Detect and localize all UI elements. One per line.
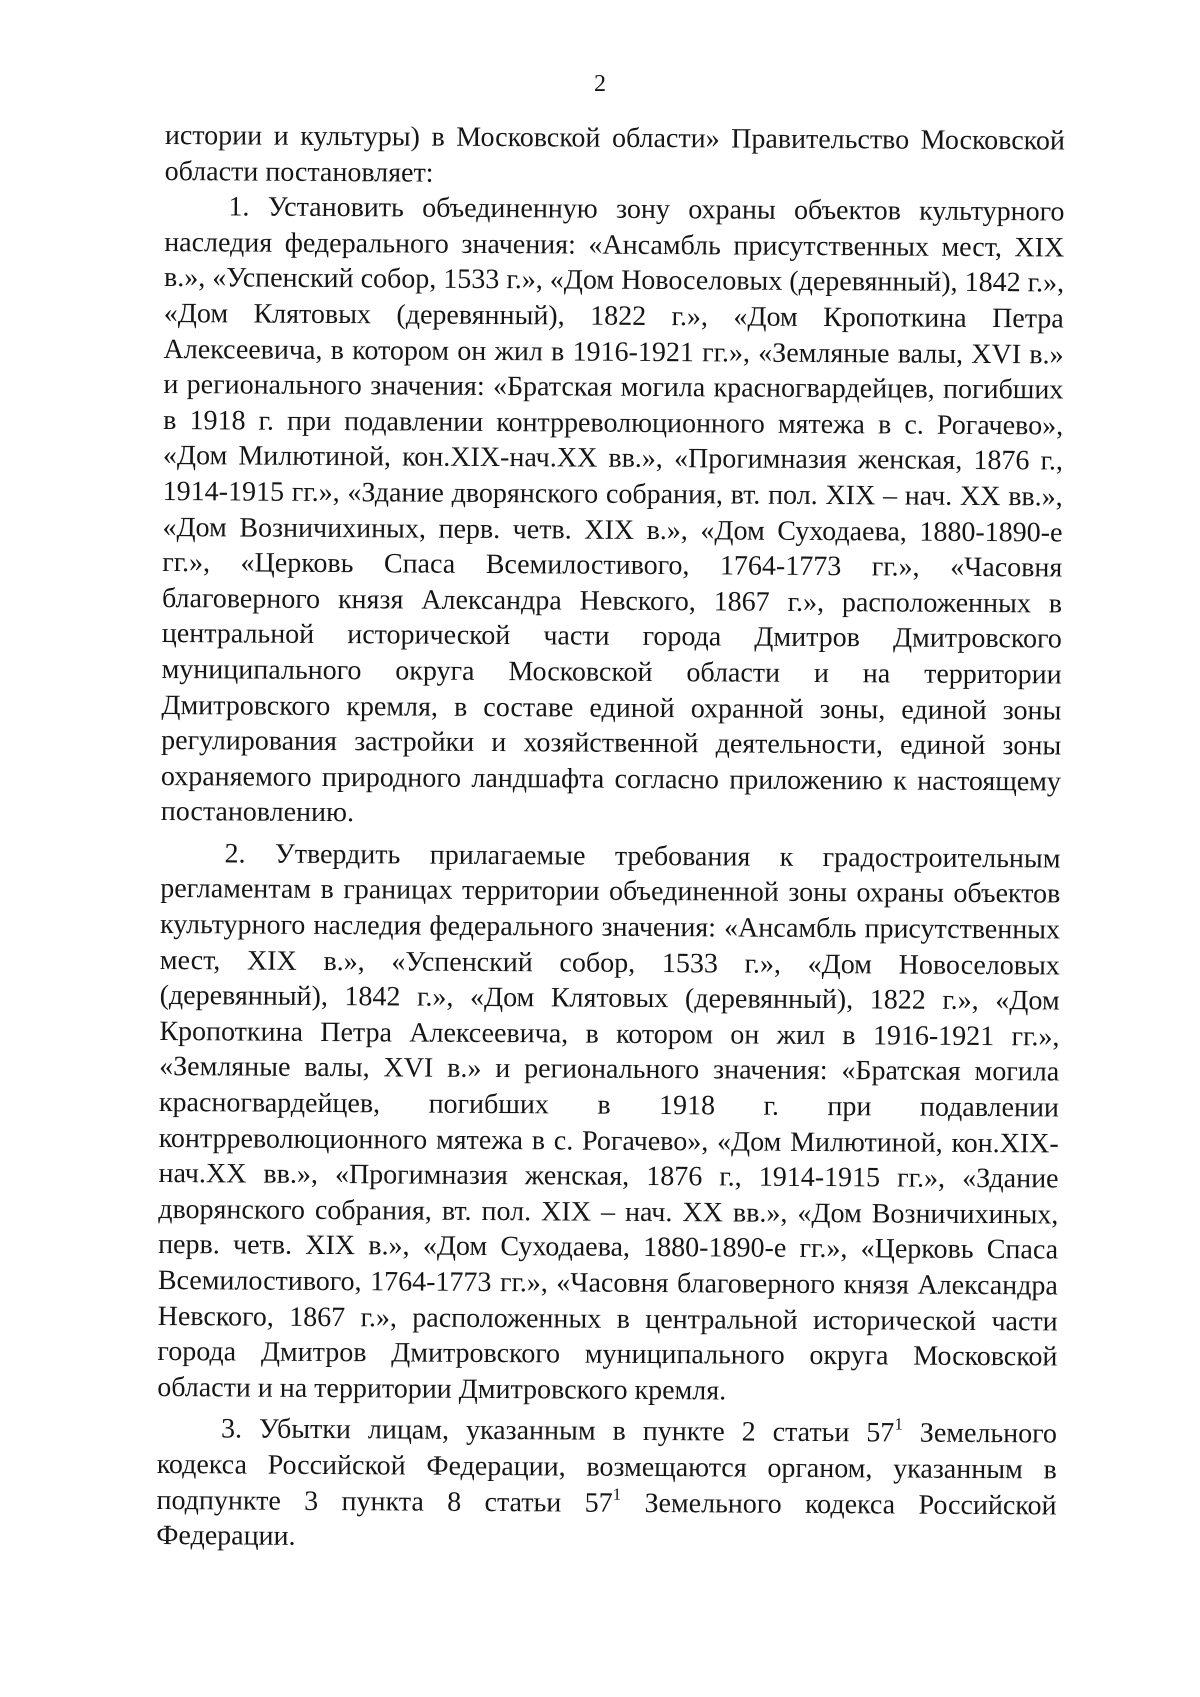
clause-3-text-part-1: 3. Убытки лицам, указанным в пункте 2 статьи 57	[220, 1413, 895, 1449]
clause-2-paragraph: 2. Утвердить прилагаемые требования к градостроительным регламентам в границах территории объединенной зоны охраны объектов культурного наследия федерального значения: «Ансамбль присутственных мест, XIX в.», «Успенский собор, 1533 г.», «Дом Новоселовых (деревянный), 1842 г.», «Дом Клятовых (деревянный), 1822 г.», «Дом Кропоткина Петра Алексеевича, в котором он жил в 1916-1921 гг.», «Земляные валы, XVI в.» и регионального значения: «Братская могила красногвардейцев, погибших в 1918 г. при подавлении контрреволюционного мятежа в с. Рогачево», «Дом Милютиной, кон.XIX-нач.XX вв.», «Прогимназия женская, 1876 г., 1914-1915 гг.», «Здание дворянского собрания, вт. пол. XIX – нач. XX вв.», «Дом Возничихиных, перв. четв. XIX в.», «Дом Суходаева, 1880-1890-е гг.», «Церковь Спаса Всемилостивого, 1764-1773 гг.», «Часовня благоверного князя Александра Невского, 1867 г.», расположенных в центральной исторической части города Дмитров Дмитровского муниципального округа Московской области и на территории Дмитровского кремля.	[157, 838, 1061, 1407]
clause-3-text-part-3: Земельного кодекса Российской Федерации.	[156, 1487, 1057, 1552]
clause-3-text-part-2: Земельного кодекса Российской Федерации, возмещаются органом, указанным в подпункте 3 пункта 8 статьи 57	[156, 1417, 1058, 1519]
page-number: 2	[594, 71, 606, 97]
clause-3-paragraph	[156, 1411, 1057, 1559]
intro-paragraph: истории и культуры) в Московской области» Правительство Московской области постановляет:	[164, 119, 1065, 189]
document-body	[156, 118, 1065, 1559]
clause-1-paragraph: 1. Установить объединенную зону охраны объектов культурного наследия федерального значения: «Ансамбль присутственных мест, XIX в.», «Успенский собор, 1533 г.», «Дом Новоселовых (деревянный), 1842 г.», «Дом Клятовых (деревянный), 1822 г.», «Дом Кропоткина Петра Алексеевича, в котором он жил в 1916-1921 гг.», «Земляные валы, XVI в.» и регионального значения: «Братская могила красногвардейцев, погибших в 1918 г. при подавлении контрреволюционного мятежа в с. Рогачево», «Дом Милютиной, кон.XIX-нач.XX вв.», «Прогимназия женская, 1876 г., 1914-1915 гг.», «Здание дворянского собрания, вт. пол. XIX – нач. XX вв.», «Дом Возничихиных, перв. четв. XIX в.», «Дом Суходаева, 1880-1890-е гг.», «Церковь Спаса Всемилостивого, 1764-1773 гг.», «Часовня благоверного князя Александра Невского, 1867 г.», расположенных в центральной исторической части города Дмитров Дмитровского муниципального округа Московской области и на территории Дмитровского кремля, в составе единой охранной зоны, единой зоны регулирования застройки и хозяйственной деятельности, единой зоны охраняемого природного ландшафта согласно приложению к настоящему постановлению.	[160, 191, 1065, 829]
article-superscript: 1	[612, 1484, 622, 1504]
article-superscript: 1	[894, 1414, 903, 1434]
